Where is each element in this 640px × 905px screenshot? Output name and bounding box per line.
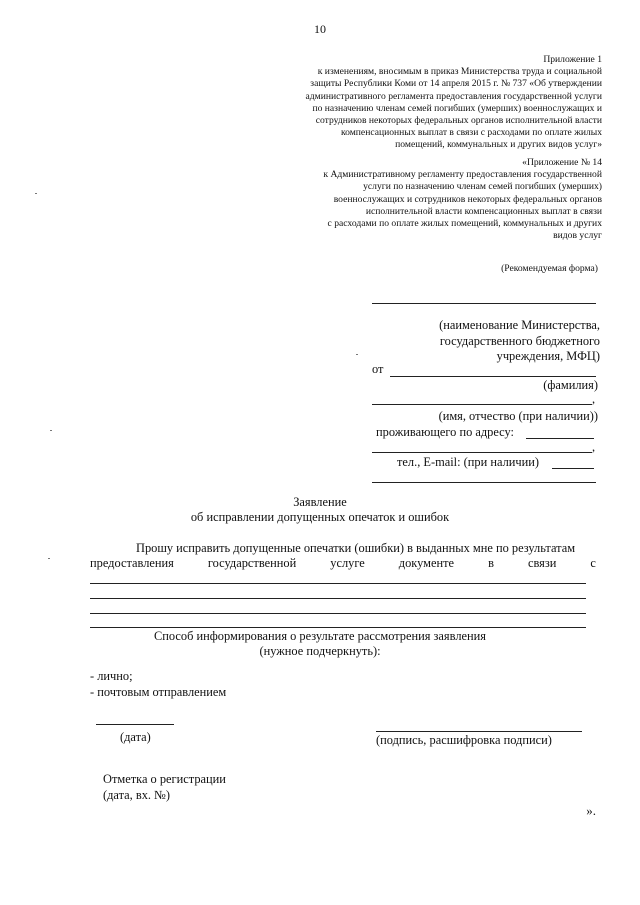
reason-line[interactable] (90, 627, 586, 628)
addressee-hint-line: (наименование Министерства, (439, 318, 600, 332)
registration-line-1: Отметка о регистрации (103, 772, 226, 786)
request-word: с (590, 556, 596, 570)
request-word: услуге (330, 556, 365, 570)
statement-heading (0, 495, 640, 525)
request-text (90, 541, 596, 571)
appendix-1-line: сотрудников некоторых федеральных органов исполнительной власти (315, 115, 602, 127)
reason-line[interactable] (90, 598, 586, 599)
statement-subtitle: об исправлении допущенных опечаток и ошибок (190, 510, 450, 524)
address-field-2[interactable] (372, 452, 592, 453)
first-name-field[interactable] (372, 404, 592, 405)
closing-quote: ». (586, 803, 596, 818)
addressee-name-field[interactable] (372, 303, 596, 304)
appendix-1-line: защиты Республики Коми от 14 апреля 2015 г. № 737 «Об утверждении (310, 78, 602, 90)
reason-line[interactable] (90, 583, 586, 584)
method-line-2: (нужное подчеркнуть): (259, 644, 381, 658)
page-number: 10 (314, 22, 326, 36)
contacts-field[interactable] (552, 468, 594, 469)
appendix-1-line: к изменениям, вносимым в приказ Министерства труда и социальной (317, 66, 602, 78)
surname-field[interactable] (390, 376, 596, 377)
residing-label: проживающего по адресу: (376, 425, 514, 439)
request-line-2 (90, 556, 596, 571)
date-field[interactable] (96, 724, 174, 725)
request-word: в (488, 556, 494, 570)
appendix-1-header (306, 54, 602, 152)
appendix-1-line: административного регламента предоставления государственной услуги (305, 90, 602, 102)
statement-title: Заявление (293, 495, 347, 509)
appendix-14-line: исполнительной власти компенсационных выплат в связи (365, 205, 602, 217)
request-line-1: Прошу исправить допущенные опечатки (ошибки) в выданных мне по результатам (136, 541, 576, 555)
appendix-14-line: к Административному регламенту предоставления государственной (323, 169, 602, 181)
scan-speck (356, 354, 358, 355)
appendix-14-title: «Приложение № 14 (522, 157, 602, 168)
recommended-form-note: (Рекомендуемая форма) (501, 263, 598, 274)
address-field[interactable] (526, 438, 594, 439)
appendix-1-line: компенсационных выплат в связи с расходами по оплате жилых (340, 127, 602, 139)
signature-label: (подпись, расшифровка подписи) (376, 733, 552, 747)
comma-mark: , (592, 392, 596, 406)
option-by-mail[interactable]: - почтовым отправлением (90, 685, 227, 699)
name-patronymic-hint: (имя, отчество (при наличии)) (438, 409, 598, 423)
date-label: (дата) (120, 730, 151, 744)
surname-hint: (фамилия) (543, 378, 598, 392)
scan-speck (35, 193, 37, 194)
option-in-person[interactable]: - лично; (90, 669, 133, 683)
notification-method (0, 629, 640, 659)
appendix-14-line: военнослужащих и сотрудников некоторых федеральных органов (333, 193, 602, 205)
appendix-1-line: по назначению членам семей погибших (умерших) военнослужащих и (312, 102, 602, 114)
appendix-1-title: Приложение 1 (543, 54, 602, 65)
method-line-1: Способ информирования о результате рассмотрения заявления (154, 629, 486, 643)
comma-mark: , (592, 440, 596, 454)
appendix-14-header (323, 157, 602, 242)
appendix-14-line: с расходами по оплате жилых помещений, коммунальных и других (327, 218, 602, 230)
registration-mark (103, 771, 226, 803)
request-word: предоставления (90, 556, 174, 570)
signature-field[interactable] (376, 731, 582, 732)
reason-line[interactable] (90, 613, 586, 614)
contacts-field-2[interactable] (372, 482, 596, 483)
request-word: связи (527, 556, 557, 570)
appendix-14-line: видов услуг (553, 230, 602, 242)
appendix-1-line: помещений, коммунальных и других видов услуг» (395, 139, 602, 151)
appendix-14-line: услуги по назначению членам семей погибших (умерших) (363, 181, 602, 193)
from-label: от (372, 362, 384, 376)
scan-speck (50, 430, 52, 431)
request-word: государственной (207, 556, 297, 570)
addressee-hint-line: государственного бюджетного (439, 333, 600, 348)
request-word: документе (398, 556, 455, 570)
addressee-name-hint (439, 318, 600, 365)
method-options (90, 668, 226, 700)
contacts-label: тел., E-mail: (при наличии) (397, 455, 540, 469)
addressee-hint-line: учреждения, МФЦ) (496, 349, 600, 364)
scan-speck (48, 558, 50, 559)
registration-line-2: (дата, вх. №) (103, 788, 171, 802)
